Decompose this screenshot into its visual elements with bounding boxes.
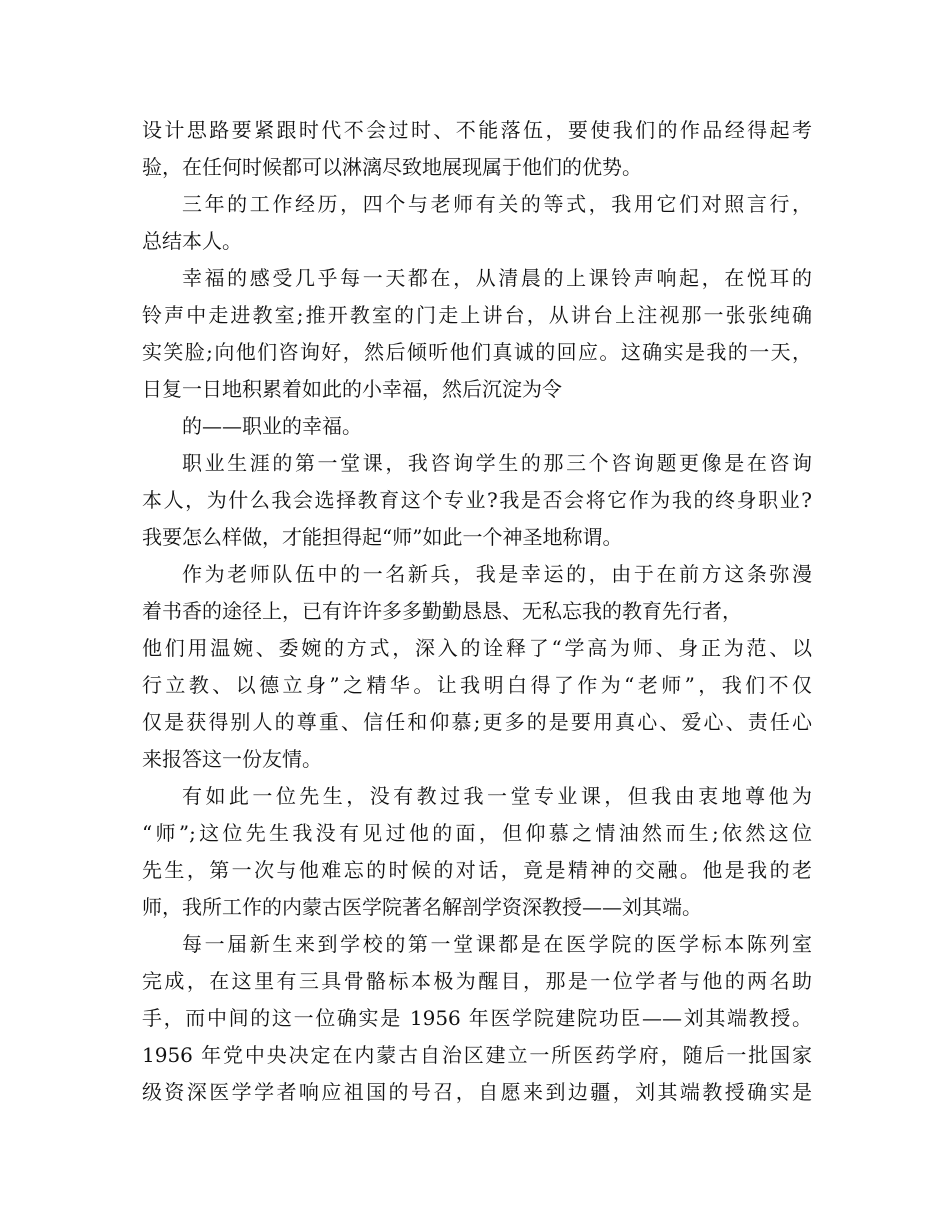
- text-line: 的——职业的幸福。: [182, 414, 362, 438]
- text-line: 验，在任何时候都可以淋漓尽致地展现属于他们的优势。: [142, 155, 642, 179]
- text-line: 职业生涯的第一堂课，我咨询学生的那三个咨询题更像是在咨询: [182, 451, 812, 475]
- text-line: 师，我所工作的内蒙古医学院著名解剖学资深教授——刘其端。: [142, 895, 702, 919]
- text-line: 总结本人。: [142, 229, 242, 253]
- text-line: 来报答这一份友情。: [142, 747, 322, 771]
- text-line: 我要怎么样做，才能担得起“师”如此一个神圣地称谓。: [142, 525, 623, 549]
- document-body: [142, 112, 812, 1111]
- text-line: 他们用温婉、委婉的方式，深入的诠释了“学高为师、身正为范、以: [142, 636, 812, 660]
- text-line: “师”;这位先生我没有见过他的面，但仰慕之情油然而生;依然这位: [142, 821, 812, 845]
- text-line: 仅是获得别人的尊重、信任和仰慕;更多的是要用真心、爱心、责任心: [142, 710, 812, 734]
- text-line: 本人，为什么我会选择教育这个专业?我是否会将它作为我的终身职业?: [142, 488, 812, 512]
- text-line: 级资深医学学者响应祖国的号召，自愿来到边疆，刘其端教授确实是: [142, 1080, 812, 1104]
- text-line: 完成，在这里有三具骨骼标本极为醒目，那是一位学者与他的两名助: [142, 969, 812, 993]
- text-line: 铃声中走进教室;推开教室的门走上讲台，从讲台上注视那一张张纯确: [142, 303, 812, 327]
- text-line: 幸福的感受几乎每一天都在，从清晨的上课铃声响起，在悦耳的: [182, 266, 812, 290]
- text-line: 每一届新生来到学校的第一堂课都是在医学院的医学标本陈列室: [182, 932, 812, 956]
- text-line: 三年的工作经历，四个与老师有关的等式，我用它们对照言行，: [182, 192, 812, 216]
- text-line: 1956 年党中央决定在内蒙古自治区建立一所医药学府，随后一批国家: [142, 1043, 812, 1067]
- text-line: 日复一日地积累着如此的小幸福，然后沉淀为令: [142, 377, 562, 401]
- text-line: 着书香的途径上，已有许许多多勤勤恳恳、无私忘我的教育先行者，: [142, 599, 742, 623]
- text-line: 有如此一位先生，没有教过我一堂专业课，但我由衷地尊他为: [182, 784, 812, 808]
- text-line: 设计思路要紧跟时代不会过时、不能落伍，要使我们的作品经得起考: [142, 118, 812, 142]
- text-line: 手，而中间的这一位确实是 1956 年医学院建院功臣——刘其端教授。: [142, 1006, 812, 1030]
- text-line: 作为老师队伍中的一名新兵，我是幸运的，由于在前方这条弥漫: [182, 562, 812, 586]
- text-line: 实笑脸;向他们咨询好，然后倾听他们真诚的回应。这确实是我的一天，: [142, 340, 812, 364]
- text-line: 先生，第一次与他难忘的时候的对话，竟是精神的交融。他是我的老: [142, 858, 812, 882]
- text-line: 行立教、以德立身”之精华。让我明白得了作为“老师”，我们不仅: [142, 673, 812, 697]
